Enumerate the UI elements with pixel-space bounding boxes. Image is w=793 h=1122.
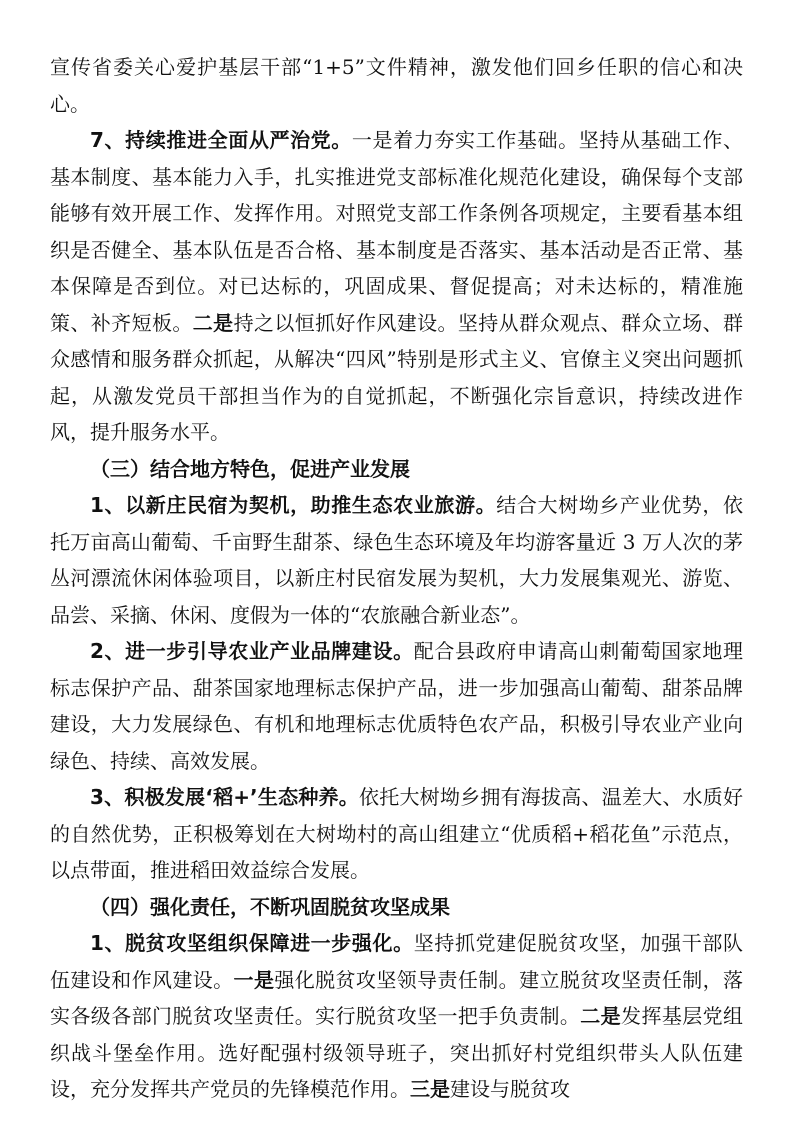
paragraph-brand bbox=[50, 633, 743, 779]
paragraph-marker: 一是 bbox=[351, 128, 394, 152]
paragraph-text: 强化脱贫攻坚领导责任制。建立脱贫攻坚责任制，落实各级各部门脱贫攻坚责任。实行脱贫攻坚一把手负责制。 bbox=[50, 967, 744, 1028]
paragraph-lead: 1、脱贫攻坚组织保障进一步强化。 bbox=[90, 931, 414, 955]
paragraph-lead: 1、以新庄民宿为契机，助推生态农业旅游。 bbox=[90, 493, 497, 517]
paragraph-text: 依托大树坳乡拥有海拔高、温差大、水质好的自然优势，正积极筹划在大树坳村的高山组建立“优质稻+稻花鱼”示范点，以点带面，推进稻田效益综合发展。 bbox=[50, 785, 744, 882]
paragraph-marker: 一是 bbox=[233, 967, 275, 992]
paragraph-text: 发挥基层党组织战斗堡垒作用。选好配强村级领导班子，突出抓好村党组织带头人队伍建设，充分发挥共产党员的先锋模范作用。 bbox=[50, 1004, 744, 1101]
paragraph-marker: 三是 bbox=[410, 1077, 450, 1101]
paragraph-text: 着力夯实工作基础。坚持从基础工作、基本制度、基本能力入手，扎实推进党支部标准化规范化建设，确保每个支部能够有效开展工作、发挥作用。对照党支部工作条例各项规定，主要看基本组织是否健全、基本队伍是否合格、基本制度是否落实、基本活动是否正常、基本保障是否到位。对已达标的，巩固成果、督促提高；对未达标的，精准施策、补齐短板。 bbox=[50, 128, 744, 335]
section-heading-3: （三）结合地方特色，促进产业发展 bbox=[90, 456, 410, 481]
paragraph-marker: 二是 bbox=[580, 1004, 622, 1028]
paragraph-lead: 2、进一步引导农业产业品牌建设。 bbox=[90, 639, 414, 663]
paragraph-text: 坚持抓党建促脱贫攻坚，加强干部队伍建设和作风建设。 bbox=[50, 931, 743, 992]
paragraph-text: 配合县政府申请高山刺葡萄国家地理标志保护产品、甜茶国家地理标志保护产品，进一步加强高山葡萄、甜茶品牌建设，大力发展绿色、有机和地理标志优质特色农产品，积极引导农业产业向绿色、持续、高效发展。 bbox=[50, 639, 743, 773]
paragraph-text: 结合大树坳乡产业优势，依托万亩高山葡萄、千亩野生甜茶、绿色生态环境及年均游客量近 3 万人次的茅丛河漂流休闲体验项目，以新庄村民宿发展为契机，大力发展集观光、游览、品尝、采摘、休闲、度假为一体的“农旅融合新业态”。 bbox=[50, 493, 744, 627]
paragraph-text: 持之以恒抓好作风建设。坚持从群众观点、群众立场、群众感情和服务群众抓起，从解决“四风”特别是形式主义、官僚主义突出问题抓起，从激发党员干部担当作为的自觉抓起，不断强化宗旨意识，持续改进作风，提升服务水平。 bbox=[50, 310, 744, 444]
section-heading-4: （四）强化责任，不断巩固脱贫攻坚成果 bbox=[90, 894, 450, 919]
paragraph-marker: 二是 bbox=[192, 310, 234, 335]
paragraph-poverty bbox=[50, 925, 743, 1108]
document-page bbox=[50, 49, 743, 1108]
paragraph-continuation bbox=[50, 49, 743, 122]
paragraph-lead: 7、持续推进全面从严治党。 bbox=[90, 128, 352, 152]
paragraph-rice bbox=[50, 779, 743, 889]
paragraph-party-discipline bbox=[50, 122, 743, 451]
paragraph-text: 建设与脱贫攻 bbox=[450, 1077, 570, 1101]
paragraph-text: 宣传省委关心爱护基层干部“1+5”文件精神，激发他们回乡任职的信心和决心。 bbox=[50, 55, 743, 116]
paragraph-lead: 3、积极发展‘稻+’生态种养。 bbox=[90, 785, 359, 809]
paragraph-homestay bbox=[50, 487, 743, 633]
